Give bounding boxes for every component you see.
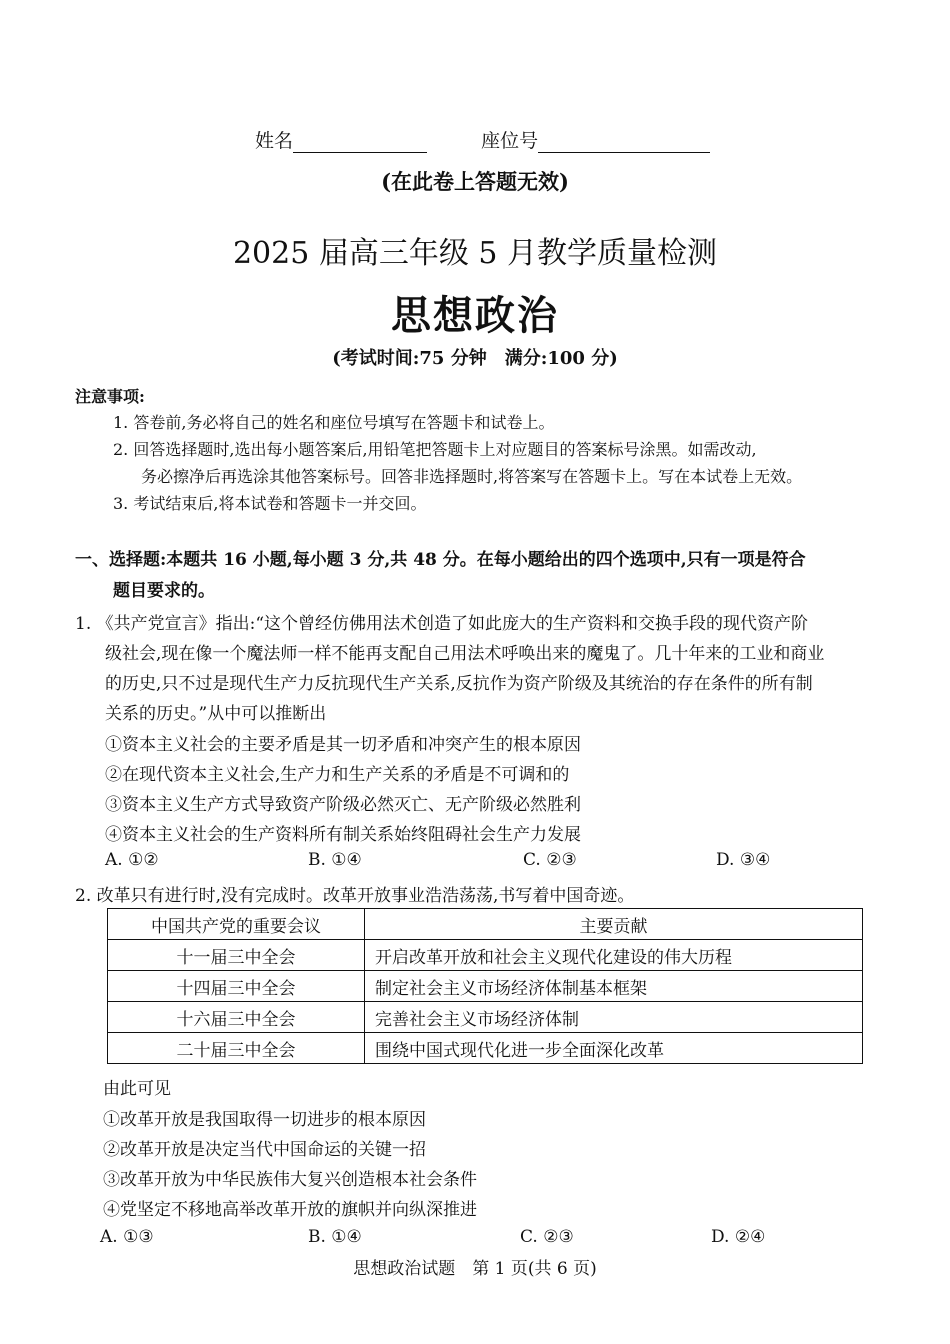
q1-stem-3: 的历史,只不过是现代生产力反抗现代生产关系,反抗作为资产阶级及其统治的存在条件的所有制 [105, 674, 813, 694]
q2-statement-3: ③改革开放为中华民族伟大复兴创造根本社会条件 [103, 1170, 477, 1190]
table-row [108, 1033, 863, 1064]
notice-item-2-cont: 务必擦净后再选涂其他答案标号。回答非选择题时,将答案写在答题卡上。写在本试卷上无效。 [141, 467, 803, 486]
q2-statement-1: ①改革开放是我国取得一切进步的根本原因 [103, 1110, 426, 1130]
page-footer: 思想政治试题 第 1 页(共 6 页) [353, 1259, 597, 1279]
q1-stem-4: 关系的历史。”从中可以推断出 [105, 704, 327, 724]
subject-title: 思想政治 [391, 292, 559, 339]
table-cell-meeting: 十一届三中全会 [108, 940, 365, 971]
q2-option-a: A. ①③ [100, 1227, 154, 1247]
exam-title: 2025 届高三年级 5 月教学质量检测 [232, 236, 718, 271]
table-header-row [108, 909, 863, 940]
q1-option-a: A. ①② [105, 850, 159, 870]
seat-label: 座位号 [481, 130, 539, 152]
q1-option-d: D. ③④ [716, 850, 771, 870]
q2-option-c: C. ②③ [520, 1227, 574, 1247]
section-heading: 一、选择题:本题共 16 小题,每小题 3 分,共 48 分。在每小题给出的四个选项中,只有一项是符合 [75, 550, 806, 570]
q1-statement-2: ②在现代资本主义社会,生产力和生产关系的矛盾是不可调和的 [105, 765, 570, 785]
name-seat-line [255, 126, 710, 153]
q2-option-b: B. ①④ [308, 1227, 362, 1247]
q2-statement-4: ④党坚定不移地高举改革开放的旗帜并向纵深推进 [103, 1200, 477, 1220]
time-info: (考试时间:75 分钟 满分:100 分) [332, 348, 618, 369]
table-header-contribution: 主要贡献 [365, 909, 863, 940]
q2-statement-2: ②改革开放是决定当代中国命运的关键一招 [103, 1140, 426, 1160]
q1-statement-3: ③资本主义生产方式导致资产阶级必然灭亡、无产阶级必然胜利 [105, 795, 581, 815]
table-row [108, 1002, 863, 1033]
table-cell-contribution: 开启改革开放和社会主义现代化建设的伟大历程 [365, 940, 863, 971]
table-cell-meeting: 二十届三中全会 [108, 1033, 365, 1064]
notice-item-3: 3. 考试结束后,将本试卷和答题卡一并交回。 [113, 494, 427, 513]
invalid-note: (在此卷上答题无效) [381, 169, 569, 194]
name-label: 姓名 [255, 130, 294, 152]
table-cell-contribution: 完善社会主义市场经济体制 [365, 1002, 863, 1033]
q2-lead: 由此可见 [103, 1079, 171, 1099]
q2-stem: 2. 改革只有进行时,没有完成时。改革开放事业浩浩荡荡,书写着中国奇迹。 [75, 886, 635, 906]
q1-stem-1: 1. 《共产党宣言》指出:“这个曾经仿佛用法术创造了如此庞大的生产资料和交换手段的现代资产阶 [75, 614, 809, 634]
table-cell-meeting: 十六届三中全会 [108, 1002, 365, 1033]
q1-statement-1: ①资本主义社会的主要矛盾是其一切矛盾和冲突产生的根本原因 [105, 735, 581, 755]
seat-blank [538, 134, 710, 153]
q1-option-c: C. ②③ [523, 850, 577, 870]
table-cell-meeting: 十四届三中全会 [108, 971, 365, 1002]
table-row [108, 940, 863, 971]
q2-option-d: D. ②④ [711, 1227, 766, 1247]
q1-option-b: B. ①④ [308, 850, 362, 870]
notice-heading: 注意事项: [75, 387, 145, 406]
notice-item-2: 2. 回答选择题时,选出每小题答案后,用铅笔把答题卡上对应题目的答案标号涂黑。如需改动, [113, 440, 757, 459]
table-row [108, 971, 863, 1002]
table-header-meeting: 中国共产党的重要会议 [108, 909, 365, 940]
table-cell-contribution: 围绕中国式现代化进一步全面深化改革 [365, 1033, 863, 1064]
meetings-table [107, 908, 863, 1064]
q1-stem-2: 级社会,现在像一个魔法师一样不能再支配自己用法术呼唤出来的魔鬼了。几十年来的工业和商业 [105, 644, 825, 664]
name-blank [293, 134, 427, 153]
notice-item-1: 1. 答卷前,务必将自己的姓名和座位号填写在答题卡和试卷上。 [113, 413, 555, 432]
section-heading-cont: 题目要求的。 [113, 581, 215, 601]
q1-statement-4: ④资本主义社会的生产资料所有制关系始终阻碍社会生产力发展 [105, 825, 581, 845]
table-cell-contribution: 制定社会主义市场经济体制基本框架 [365, 971, 863, 1002]
